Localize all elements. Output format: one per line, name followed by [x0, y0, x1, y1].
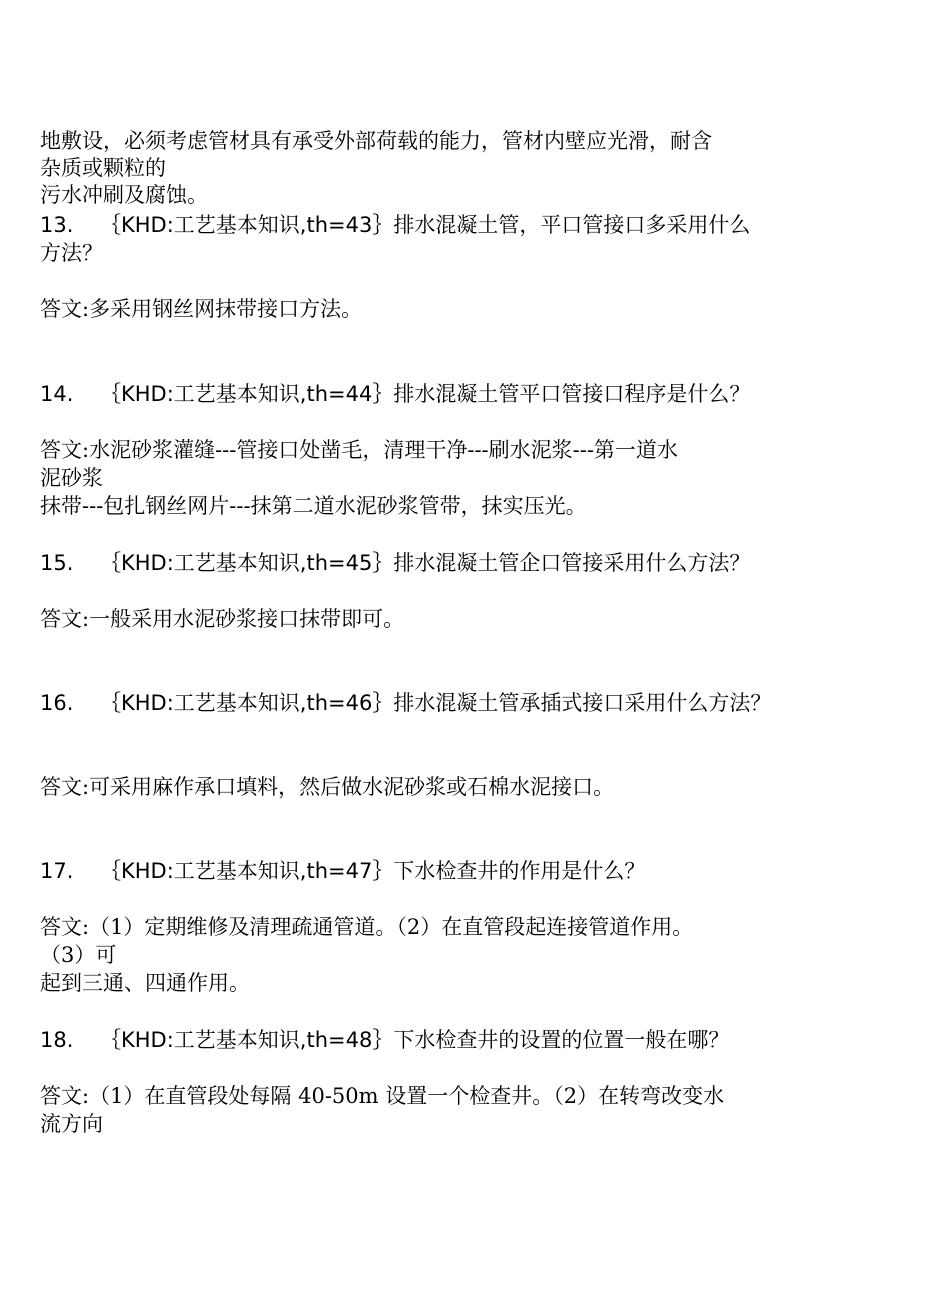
question-number: 16. — [40, 691, 74, 715]
answer-17-line-2: （3）可 — [40, 943, 117, 967]
intro-line-1: 地敷设，必须考虑管材具有承受外部荷载的能力，管材内壁应光滑，耐含 — [40, 129, 712, 153]
question-15 — [40, 551, 750, 575]
question-number: 15. — [40, 551, 74, 575]
question-text: ｛KHD:工艺基本知识,th=44｝排水混凝土管平口管接口程序是什么？ — [100, 382, 751, 406]
answer-18-line-2: 流方向 — [40, 1112, 103, 1136]
question-number: 13. — [40, 213, 74, 237]
question-text: ｛KHD:工艺基本知识,th=45｝排水混凝土管企口管接采用什么方法？ — [100, 551, 751, 575]
question-13-continued: 方法？ — [40, 241, 103, 265]
answer-14-line-3: 抹带---包扎钢丝网片---抹第二道水泥砂浆管带，抹实压光。 — [40, 494, 587, 518]
answer-16: 答文:可采用麻作承口填料，然后做水泥砂浆或石棉水泥接口。 — [40, 775, 615, 799]
answer-14-line-2: 泥砂浆 — [40, 466, 103, 490]
question-13 — [40, 213, 750, 237]
answer-18-line-1: 答文:（1）在直管段处每隔 40-50m 设置一个检查井。（2）在转弯改变水 — [40, 1084, 725, 1108]
answer-13: 答文:多采用钢丝网抹带接口方法。 — [40, 297, 363, 321]
intro-line-3: 污水冲刷及腐蚀。 — [40, 183, 208, 207]
answer-14-line-1: 答文:水泥砂浆灌缝---管接口处凿毛，清理干净---刷水泥浆---第一道水 — [40, 438, 678, 462]
question-text: ｛KHD:工艺基本知识,th=47｝下水检查井的作用是什么？ — [100, 859, 646, 883]
answer-17-line-1: 答文:（1）定期维修及清理疏通管道。（2）在直管段起连接管道作用。 — [40, 915, 694, 939]
question-number: 17. — [40, 859, 74, 883]
question-text: ｛KHD:工艺基本知识,th=48｝下水检查井的设置的位置一般在哪？ — [100, 1028, 730, 1052]
question-number: 14. — [40, 382, 74, 406]
intro-line-2: 杂质或颗粒的 — [40, 156, 166, 180]
question-number: 18. — [40, 1028, 74, 1052]
question-text: ｛KHD:工艺基本知识,th=46｝排水混凝土管承插式接口采用什么方法？ — [100, 691, 772, 715]
answer-17-line-3: 起到三通、四通作用。 — [40, 971, 250, 995]
question-18 — [40, 1028, 729, 1052]
question-14 — [40, 382, 750, 406]
question-16 — [40, 691, 771, 715]
answer-15: 答文:一般采用水泥砂浆接口抹带即可。 — [40, 607, 405, 631]
question-text: ｛KHD:工艺基本知识,th=43｝排水混凝土管，平口管接口多采用什么 — [100, 213, 751, 237]
question-17 — [40, 859, 645, 883]
